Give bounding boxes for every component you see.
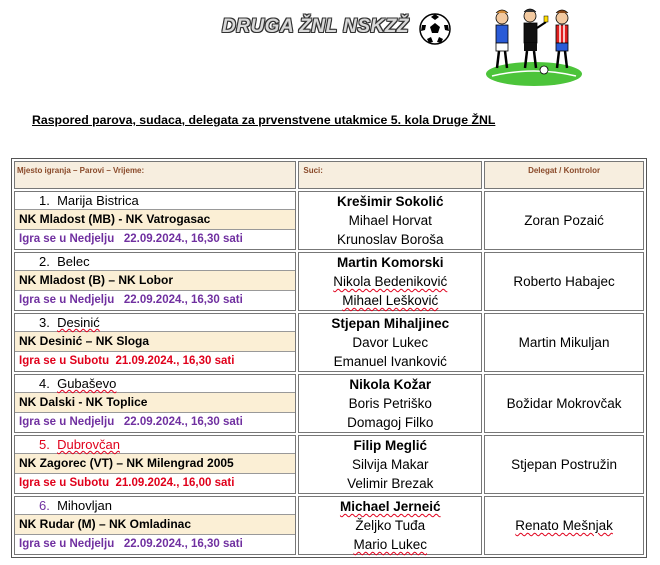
match-info-cell: [14, 313, 296, 372]
match-date: [15, 291, 295, 310]
assistant-referee-2: Emanuel Ivanković: [333, 354, 447, 369]
match-info-cell: [14, 252, 296, 311]
main-referee: Martin Komorski: [336, 255, 444, 270]
assistant-referee-1: Nikola Bedeniković: [333, 274, 448, 289]
match-date: [15, 413, 295, 432]
schedule-subtitle: Raspored parova, sudaca, delegata za prvenstvene utakmice 5. kola Druge ŽNL: [32, 113, 496, 127]
referees-cell: [298, 374, 482, 433]
match-date: [15, 474, 295, 493]
place-name: Desinić: [57, 315, 100, 330]
match-info-cell: [14, 374, 296, 433]
date-value: 22.09.2024., 16,30 sati: [123, 233, 243, 245]
referees-cell: [298, 313, 482, 372]
match-teams: NK Mladost (B) – NK Lobor: [15, 271, 295, 291]
table-row: [14, 435, 644, 494]
match-date: [15, 352, 295, 371]
assistant-referee-2: Velimir Brezak: [347, 476, 434, 491]
main-referee: Krešimir Sokolić: [336, 194, 444, 209]
match-teams: NK Mladost (MB) - NK Vatrogasac: [15, 210, 295, 230]
date-value: 22.09.2024., 16,30 sati: [123, 416, 243, 428]
match-info-cell: [14, 496, 296, 555]
table-header-row: [14, 161, 644, 189]
match-number: 3.: [39, 315, 50, 330]
date-prefix: Igra se u Nedjelju: [19, 416, 115, 428]
main-referee: Stjepan Mihaljinec: [331, 316, 450, 331]
table-row: [14, 374, 644, 433]
match-number: 6.: [39, 498, 50, 513]
page-title: DRUGA ŽNL NSKZŽ: [222, 16, 409, 37]
date-value: 21.09.2024., 16,00 sati: [115, 477, 235, 489]
match-place: [15, 314, 295, 332]
match-place: [15, 375, 295, 393]
date-prefix: Igra se u Nedjelju: [19, 294, 115, 306]
match-number: 2.: [39, 254, 50, 269]
place-name: Marija Bistrica: [57, 193, 139, 208]
delegate-cell: Roberto Habajec: [484, 252, 644, 311]
header-delegate: Delegat / Kontrolor: [484, 161, 644, 189]
referees-cell: [298, 191, 482, 250]
players-illustration-icon: [484, 4, 584, 88]
header-referees: Suci:: [298, 161, 482, 189]
match-place: [15, 436, 295, 454]
date-prefix: Igra se u Nedjelju: [19, 538, 115, 550]
date-prefix: Igra se u Nedjelju: [19, 233, 115, 245]
main-referee: Nikola Kožar: [349, 377, 432, 392]
match-teams: NK Dalski - NK Toplice: [15, 393, 295, 413]
match-teams: NK Desinić – NK Sloga: [15, 332, 295, 352]
assistant-referee-1: Silvija Makar: [351, 457, 429, 472]
match-place: [15, 192, 295, 210]
assistant-referee-1: Željko Tuđa: [355, 518, 426, 533]
match-date: [15, 535, 295, 554]
date-prefix: Igra se u Subotu: [19, 355, 110, 367]
delegate-cell: [484, 496, 644, 555]
table-row: [14, 313, 644, 372]
match-teams: NK Rudar (M) – NK Omladinac: [15, 515, 295, 535]
delegate-cell: Stjepan Postružin: [484, 435, 644, 494]
main-referee: Filip Meglić: [353, 438, 427, 453]
date-prefix: Igra se u Subotu: [19, 477, 110, 489]
date-value: 21.09.2024., 16,30 sati: [115, 355, 235, 367]
match-date: [15, 230, 295, 249]
delegate-cell: Martin Mikuljan: [484, 313, 644, 372]
place-name: Mihovljan: [57, 498, 112, 513]
schedule-table: [11, 158, 647, 558]
table-row: [14, 191, 644, 250]
place-name: Gubaševo: [57, 376, 117, 391]
referees-cell: [298, 496, 482, 555]
date-value: 22.09.2024., 16,30 sati: [123, 294, 243, 306]
assistant-referee-1: Boris Petriško: [348, 396, 432, 411]
table-row: [14, 496, 644, 555]
match-teams: NK Zagorec (VT) – NK Milengrad 2005: [15, 454, 295, 474]
match-place: [15, 253, 295, 271]
place-name: Dubrovčan: [57, 437, 120, 452]
delegate-name: Renato Mešnjak: [515, 518, 613, 533]
referees-cell: [298, 435, 482, 494]
match-place: [15, 497, 295, 515]
match-number: 4.: [39, 376, 50, 391]
match-number: 5.: [39, 437, 50, 452]
match-number: 1.: [39, 193, 50, 208]
assistant-referee-2: Krunoslav Boroša: [336, 232, 444, 247]
match-info-cell: [14, 435, 296, 494]
table-row: [14, 252, 644, 311]
date-value: 22.09.2024., 16,30 sati: [123, 538, 243, 550]
referees-cell: [298, 252, 482, 311]
assistant-referee-1: Mihael Horvat: [348, 213, 432, 228]
assistant-referee-2: Mario Lukec: [353, 537, 428, 552]
football-icon: [418, 12, 452, 46]
main-referee: Michael Jerneić: [339, 499, 441, 514]
header-location: Mjesto igranja – Parovi – Vrijeme:: [14, 161, 296, 189]
delegate-cell: Božidar Mokrovčak: [484, 374, 644, 433]
assistant-referee-2: Domagoj Filko: [347, 415, 434, 430]
place-name: Belec: [57, 254, 90, 269]
delegate-cell: Zoran Pozaić: [484, 191, 644, 250]
match-info-cell: [14, 191, 296, 250]
assistant-referee-1: Davor Lukec: [352, 335, 429, 350]
assistant-referee-2: Mihael Lešković: [342, 293, 439, 308]
